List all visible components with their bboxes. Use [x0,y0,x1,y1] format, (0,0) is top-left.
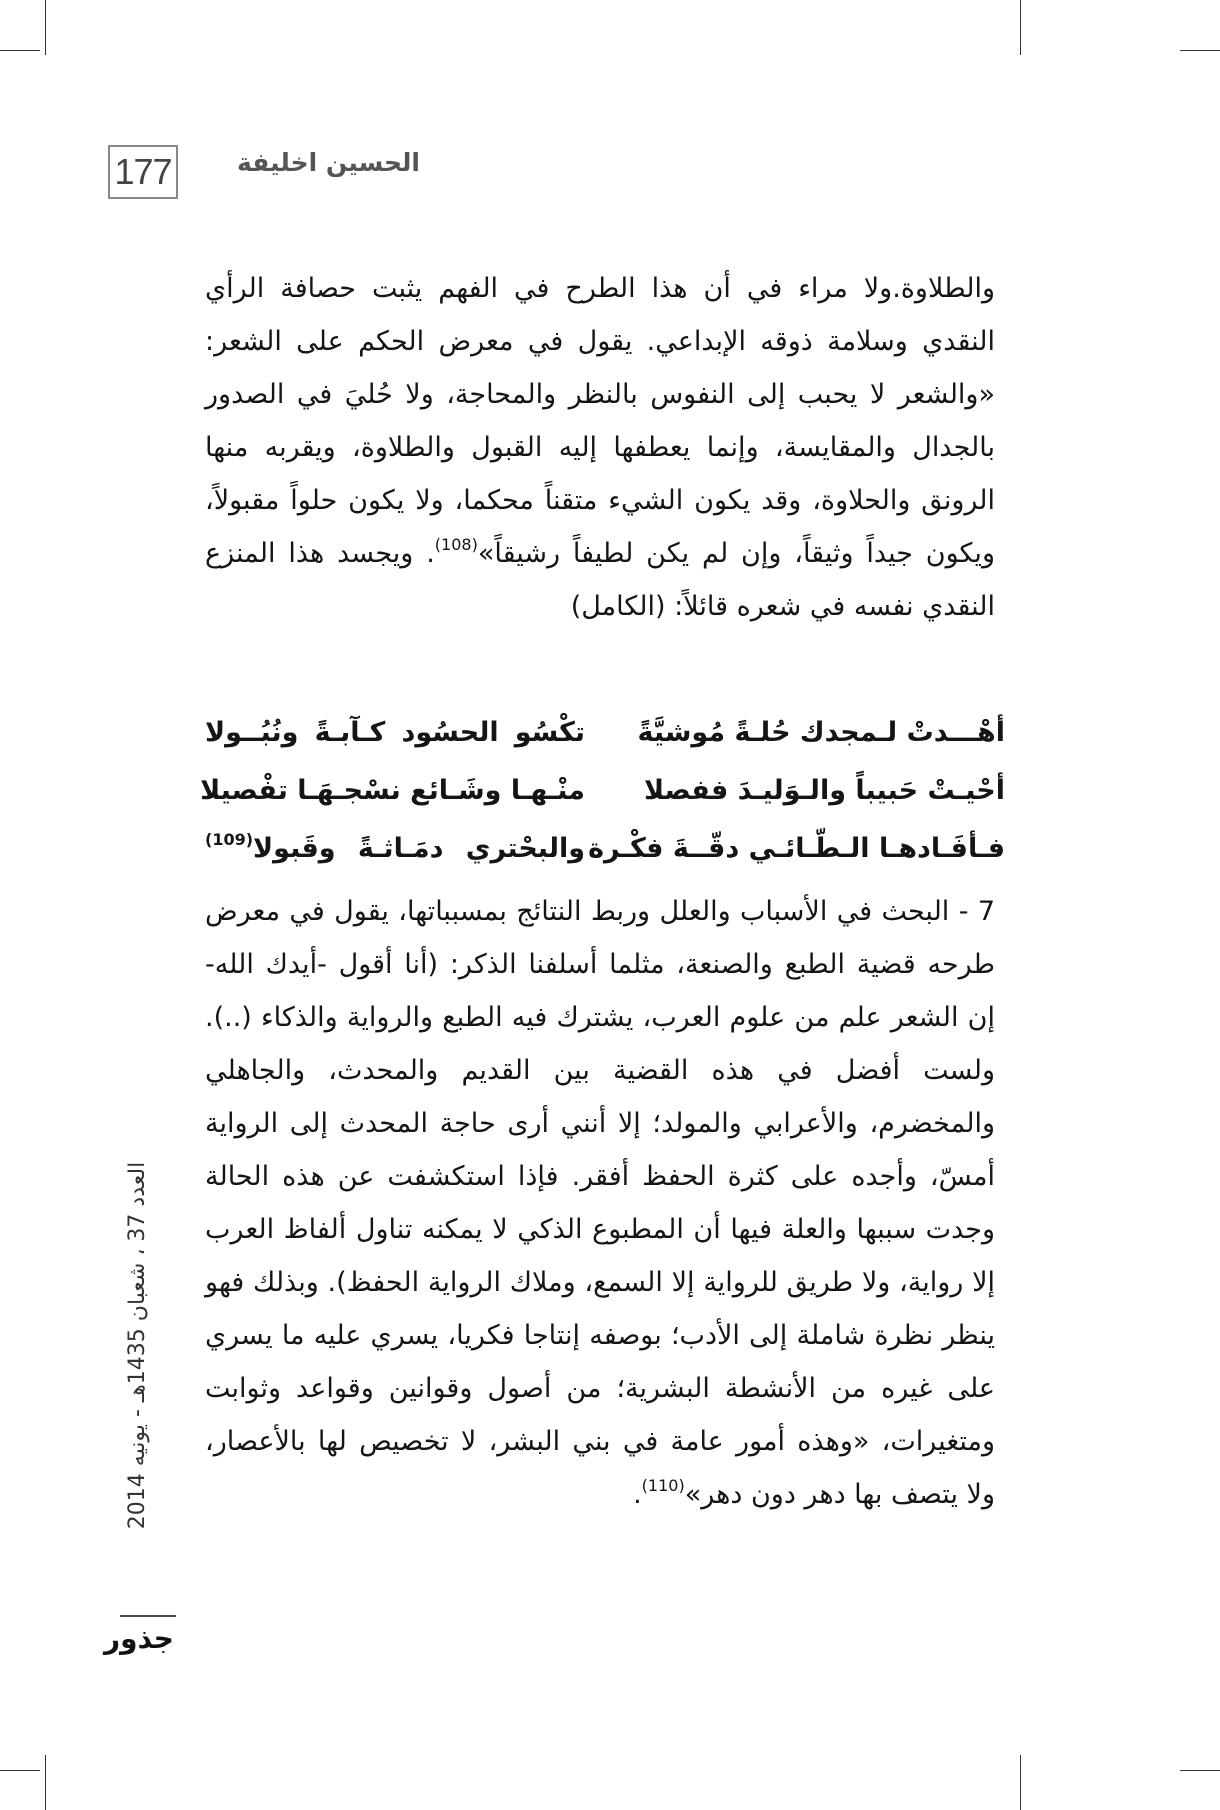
paragraph-2 [205,885,995,1521]
list-item-number: 7 - [958,896,995,927]
crop-mark [1020,1755,1021,1810]
crop-mark [1020,0,1021,55]
verse-first-hemistich: فـأفَـادهـا الـطّـائـي دقّــةَ فكْـرة [588,832,1005,864]
crop-mark [45,1755,46,1810]
footnote-ref-110: (110) [641,1476,685,1495]
verse-second-hemistich: تكْسُو الحسُود كـآبـةً ونُبُــولا [205,716,585,748]
verse-second-hemistich-text: والبحْتري دمَـاثـةً وقَبولا [253,832,585,864]
page-number: 177 [108,145,178,199]
crop-mark [1180,1770,1220,1771]
poem-verse [205,703,1005,761]
paragraph-1-text [205,262,995,633]
paragraph-2-text [205,885,995,1521]
poem-verse [205,819,1005,877]
verse-first-hemistich: أحْيـتْ حَبيباً والـوَليـدَ ففصلا [644,774,1005,806]
journal-logo: جذور [104,1622,174,1655]
running-head: الحسين اخليفة [237,148,420,177]
paragraph-2-text-a: البحث في الأسباب والعلل وربط النتائج بمسبباتها، يقول في معرض طرحه قضية الطبع والصنعة، مثلما أسلفنا الذكر: (أنا أقول -أيدك الله- إن الشعر علم من علوم العرب، يشترك فيه الطبع والرواية والذكاء (..). ولست أفضل في هذه القضية بين القديم والمحدث، والجاهلي والمخضرم، والأعرابي والمولد؛ إلا أنني أرى حاجة المحدث إلى الرواية أمسّ، وأجده على كثرة الحفظ أفقر. فإذا استكشفت عن هذه الحالة وجدت سببها والعلة فيها أن المطبوع الذكي لا يمكنه تناول ألفاظ العرب إلا رواية، ولا طريق للرواية إلا السمع، وملاك الرواية الحفظ). وبذلك فهو ينظر نظرة شاملة إلى الأدب؛ بوصفه إنتاجا فكريا، يسري عليه ما يسري على غيره من الأنشطة البشرية؛ من أصول وقوانين وقواعد وثوابت ومتغيرات، «وهذه أمور عامة في بني البشر، لا تخصيص لها بالأعصار، ولا يتصف بها دهر دون دهر» [205,896,995,1510]
poem [200,703,1005,877]
verse-second-hemistich [205,829,585,864]
paragraph-1-text-a: والطلاوة.ولا مراء في أن هذا الطرح في الفهم يثبت حصافة الرأي النقدي وسلامة ذوقه الإبداعي. يقول في معرض الحكم على الشعر: «والشعر لا يحبب إلى النفوس بالنظر والمحاجة، ولا حُليَ في الصدور بالجدال والمقايسة، وإنما يعطفها إليه القبول والطلاوة، ويقربه منها الرونق والحلاوة، وقد يكون الشيء متقناً محكما، ولا يكون حلواً مقبولاً، ويكون جيداً وثيقاً، وإن لم يكن لطيفاً رشيقاً» [205,273,995,569]
footer-divider [120,1615,176,1617]
crop-mark [45,0,46,55]
paragraph-2-text-b: . [633,1479,642,1510]
paragraph-1-text-b: . ويجسد هذا المنزع النقدي نفسه في شعره قائلاً: (الكامل) [205,538,995,622]
footnote-ref-108: (108) [434,535,478,554]
crop-mark [0,1770,40,1771]
verse-first-hemistich: أهْـــدتْ لـمجدك حُلـةً مُوشيَّةً [637,716,1005,748]
footnote-ref-109: (109) [205,829,254,849]
crop-mark [1180,50,1220,51]
issue-line: العدد 37 ، شعبان 1435هـ - يونيه 2014 [125,1161,151,1529]
poem-verse [200,761,1005,819]
crop-mark [0,50,40,51]
issue-footer [108,1040,168,1650]
paragraph-1 [205,262,995,633]
verse-second-hemistich: منْـهـا وشَـائع نسْجـهَـا تفْصيلا [200,774,585,806]
